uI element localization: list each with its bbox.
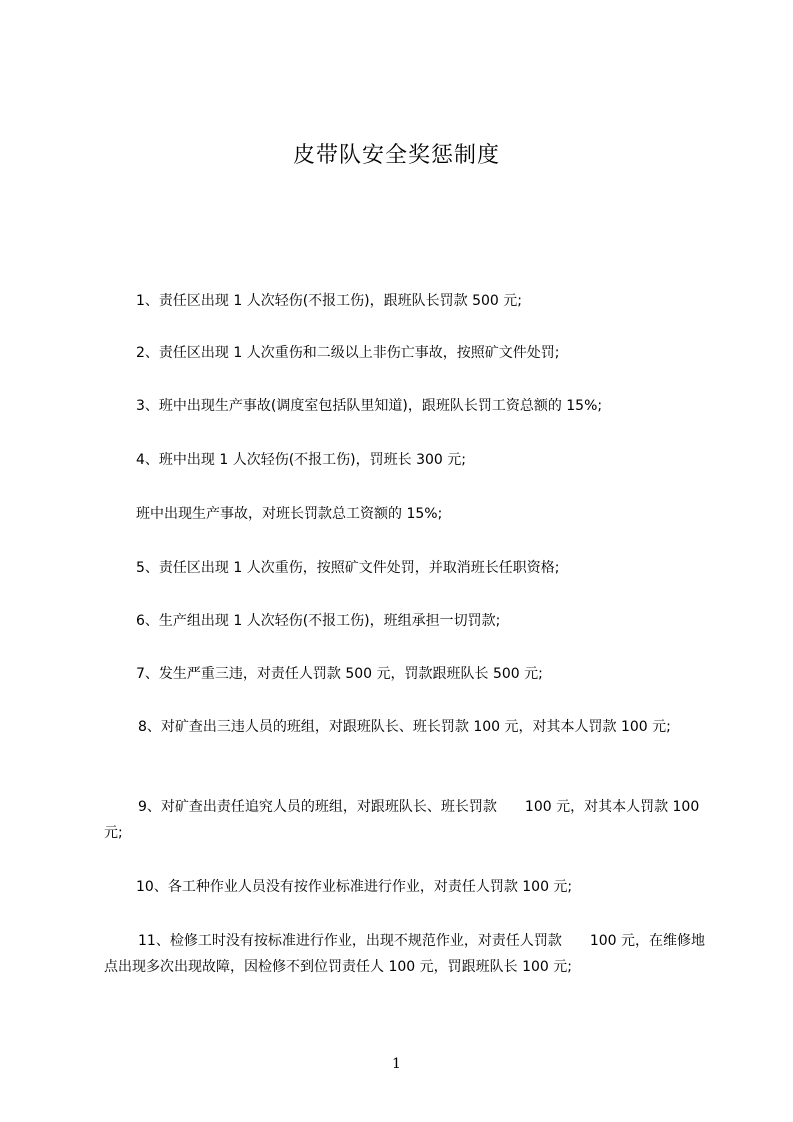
rule-item-2: 2、责任区出现 1 人次重伤和二级以上非伤亡事故，按照矿文件处罚; <box>136 345 560 361</box>
document-title: 皮带队安全奖惩制度 <box>292 143 500 168</box>
rule-item-10: 10、各工种作业人员没有按作业标准进行作业，对责任人罚款 100 元; <box>136 879 573 895</box>
rule-item-3: 3、班中出现生产事故(调度室包括队里知道)，跟班队长罚工资总额的 15%; <box>136 398 603 414</box>
page-number: 1 <box>392 1056 401 1072</box>
rule-item-11: 11、检修工时没有按标准进行作业，出现不规范作业，对责任人罚款 100 元，在维修地点出现多次出现故障，因检修不到位罚责任人 100 元，罚跟班队长 100 元; <box>104 933 705 975</box>
rule-item-6: 6、生产组出现 1 人次轻伤(不报工伤)，班组承担一切罚款; <box>136 613 501 629</box>
rule-item-4: 4、班中出现 1 人次轻伤(不报工伤)，罚班长 300 元; <box>136 452 466 468</box>
rule-item-7: 7、发生严重三违，对责任人罚款 500 元，罚款跟班队长 500 元; <box>136 666 543 682</box>
rule-item-8: 8、对矿查出三违人员的班组，对跟班队长、班长罚款 100 元，对其本人罚款 100 元; <box>138 719 671 735</box>
rule-item-1: 1、责任区出现 1 人次轻伤(不报工伤)，跟班队长罚款 500 元; <box>136 293 522 309</box>
rule-item-5: 5、责任区出现 1 人次重伤，按照矿文件处罚，并取消班长任职资格; <box>136 560 560 576</box>
rule-item-9: 9、对矿查出责任追究人员的班组，对跟班队长、班长罚款 100 元，对其本人罚款 100 元; <box>104 799 700 841</box>
rule-item-4-supplement: 班中出现生产事故，对班长罚款总工资额的 15%; <box>136 506 443 522</box>
